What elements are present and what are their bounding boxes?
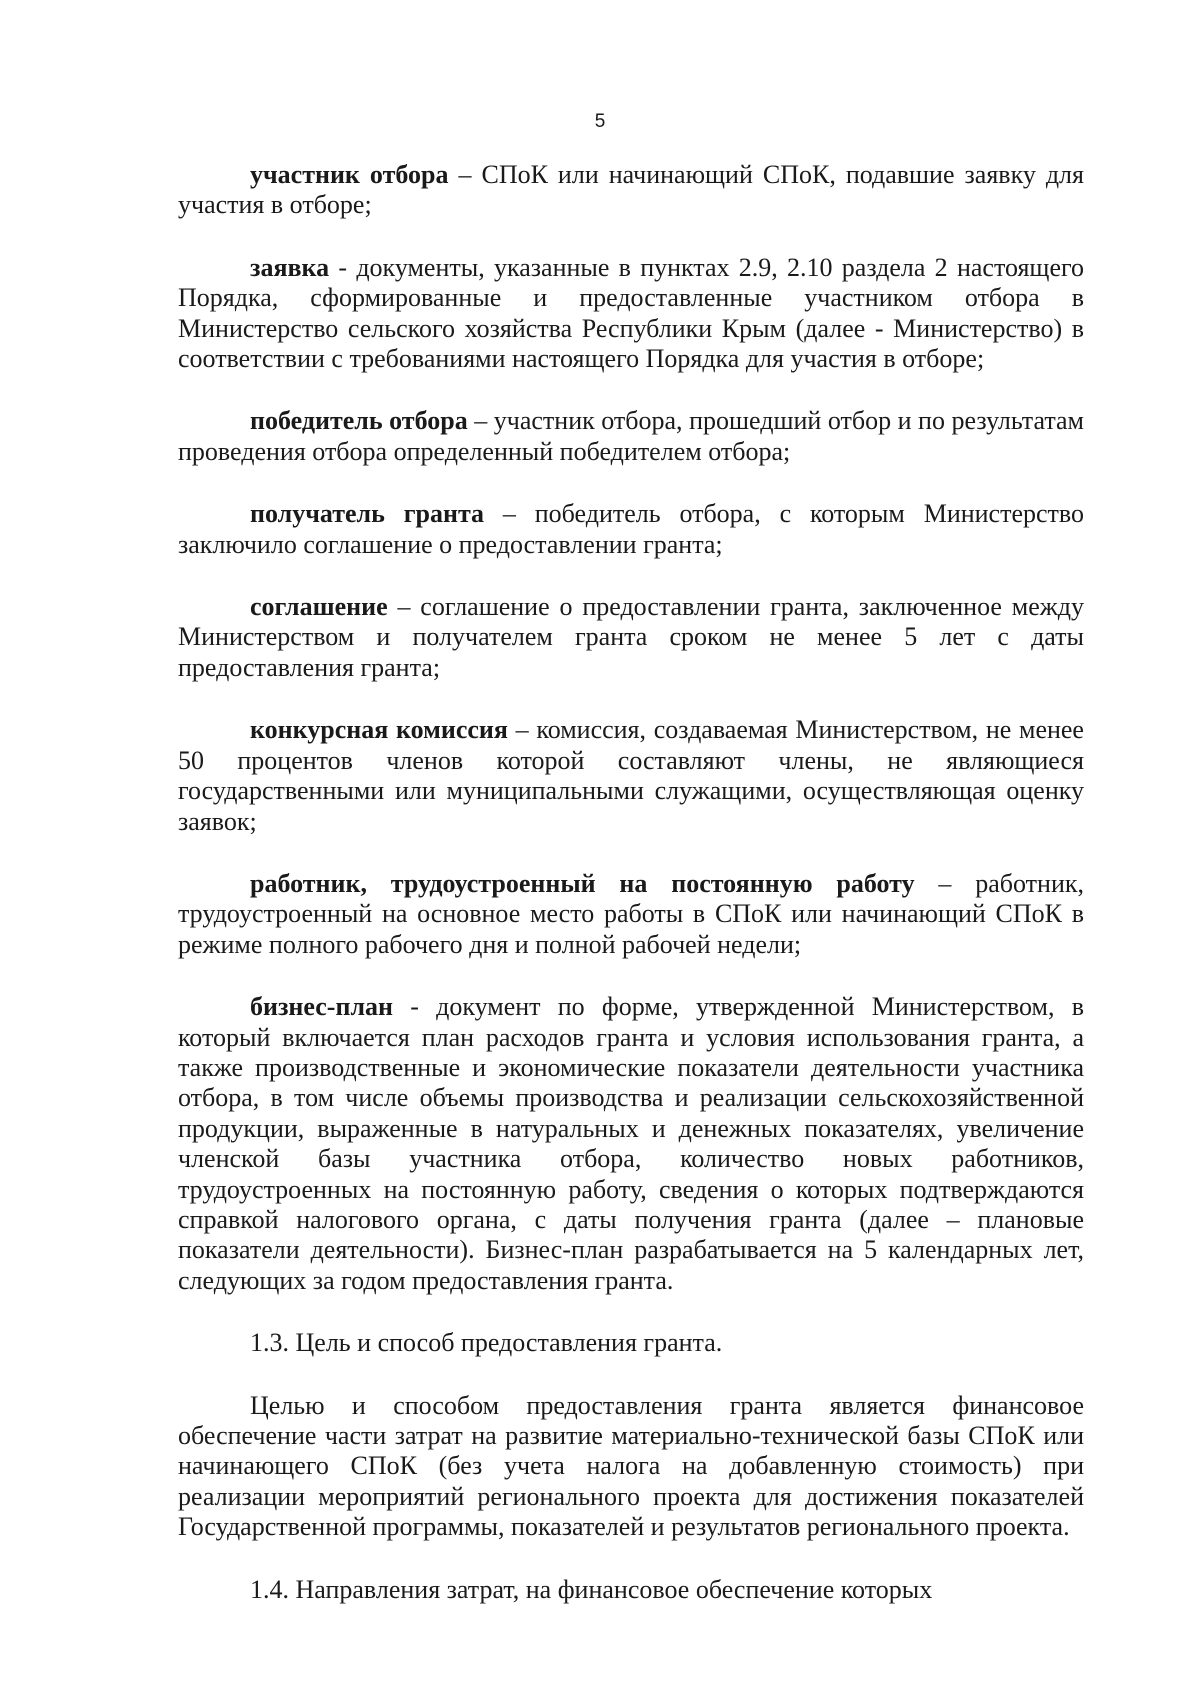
definition-text: – участник отбора, прошедший отбор и по результатам проведения отбора определенный победителем отбора; [178, 406, 1084, 466]
definition-commission [178, 715, 1084, 837]
definition-grant-recipient [178, 499, 1084, 560]
definition-text: – СПоК или начинающий СПоК, подавшие заявку для участия в отборе; [178, 160, 1084, 220]
definition-term: заявка [250, 252, 330, 282]
definition-text: – работник, трудоустроенный на основное место работы в СПоК или начинающий СПоК в режиме полного рабочего дня и полной рабочей недели; [178, 868, 1084, 959]
definition-text: - документы, указанные в пунктах 2.9, 2.10 раздела 2 настоящего Порядка, сформированные и предоставленные участником отбора в Министерство сельского хозяйства Республики Крым (далее - Министерство) в соответствии с требованиями настоящего Порядка для участия в отборе; [178, 252, 1084, 374]
definition-text: – победитель отбора, с которым Министерство заключило соглашение о предоставлении гранта; [178, 499, 1084, 559]
section-1-3-heading: 1.3. Цель и способ предоставления гранта. [250, 1328, 723, 1358]
definition-participant [178, 160, 1084, 221]
definition-term: участник отбора [250, 160, 449, 189]
definition-winner [178, 406, 1084, 467]
definition-term: победитель отбора [250, 406, 468, 436]
page-number: 5 [594, 111, 606, 132]
definition-text: – комиссия, создаваемая Министерством, не менее 50 процентов членов которой составляют члены, не являющиеся государственными или муниципальными служащими, осуществляющая оценку заявок; [178, 715, 1084, 836]
definition-application [178, 253, 1084, 375]
definition-term: конкурсная комиссия [250, 715, 508, 745]
section-1-4-text: 1.4. Направления затрат, на финансовое обеспечение которых [250, 1574, 933, 1604]
definition-employee [178, 869, 1084, 960]
definition-term: соглашение [250, 592, 388, 622]
definition-term: получатель гранта [250, 499, 485, 529]
definition-term: бизнес-план [250, 992, 394, 1022]
definition-business-plan [178, 992, 1084, 1296]
definition-text: – соглашение о предоставлении гранта, заключенное между Министерством и получателем гранта сроком не менее 5 лет с даты предоставления гранта; [178, 592, 1084, 682]
definition-agreement [178, 592, 1084, 683]
definition-term: работник, трудоустроенный на постоянную работу [250, 868, 915, 898]
document-body [178, 160, 1084, 1605]
section-1-3-text: Целью и способом предоставления гранта является финансовое обеспечение части затрат на развитие материально-технической базы СПоК или начинающего СПоК (без учета налога на добавленную стоимость) при реализации мероприятий регионального проекта для достижения показателей Государственной программы, показателей и результатов регионального проекта. [178, 1390, 1084, 1542]
definition-text: - документ по форме, утвержденной Министерством, в который включается план расходов гранта и условия использования гранта, а также производственные и экономические показатели деятельности участника отбора, в том числе объемы производства и реализации сельскохозяйственной продукции, выраженные в натуральных и денежных показателях, увеличение членской базы участника отбора, количество новых работников, трудоустроенных на постоянную работу, сведения о которых подтверждаются справкой налогового органа, с даты получения гранта (далее – плановые показатели деятельности). Бизнес-план разрабатывается на 5 календарных лет, следующих за годом предоставления гранта. [178, 992, 1084, 1295]
